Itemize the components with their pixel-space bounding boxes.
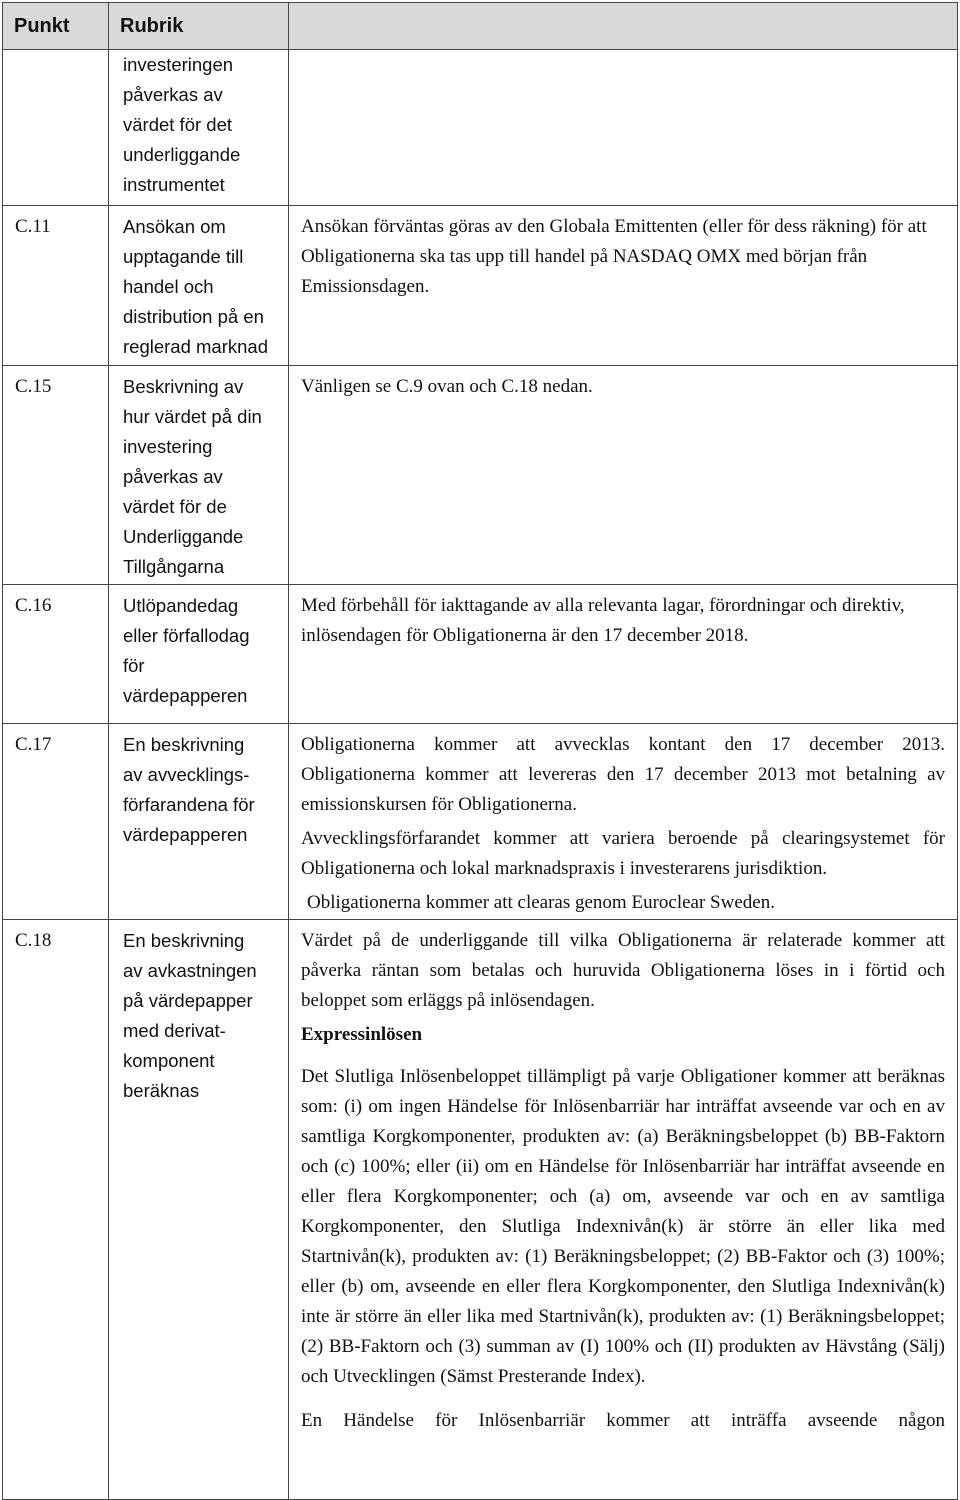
- rubrik-line: med derivat-: [123, 1020, 226, 1041]
- rubrik-line: Underliggande: [123, 526, 244, 547]
- table-row-c11: [3, 206, 958, 366]
- table-row-c18: [3, 920, 958, 1500]
- table-row-c15: [3, 366, 958, 585]
- rubrik-line: En beskrivning: [123, 734, 245, 755]
- rubrik-line: Ansökan om: [123, 216, 226, 237]
- rubrik-line: handel och: [123, 276, 214, 297]
- rubrik-line: av avvecklings-: [123, 764, 250, 785]
- punkt-cell: C.15: [3, 366, 109, 585]
- rubrik-cell: [109, 724, 289, 920]
- table-header-row: [3, 3, 958, 50]
- table-row-continuation: [3, 50, 958, 206]
- paragraph: Ansökan förväntas göras av den Globala Emittenten (eller för dess räkning) för att Obligationerna ska tas upp till handel på NASDAQ OMX med början från Emissionsdagen.: [301, 216, 927, 297]
- text-cell: [289, 724, 958, 920]
- rubrik-line: reglerad marknad: [123, 336, 268, 357]
- rubrik-line: upptagande till: [123, 246, 244, 267]
- rubrik-line: komponent: [123, 1050, 215, 1071]
- text-cell: [289, 50, 958, 206]
- table-row-c16: [3, 585, 958, 724]
- rubrik-line: av avkastningen: [123, 960, 257, 981]
- text-cell: [289, 585, 958, 724]
- rubrik-cell: [109, 920, 289, 1500]
- punkt-cell: [3, 50, 109, 206]
- paragraph: Obligationerna kommer att avvecklas kontant den 17 december 2013. Obligationerna kommer att levereras den 17 december 2013 mot betalning av emissionskursen för Obligationerna.: [301, 734, 945, 815]
- text-cell: [289, 366, 958, 585]
- text-cell: [289, 920, 958, 1500]
- section-heading: Expressinlösen: [301, 1024, 423, 1045]
- paragraph: Vänligen se C.9 ovan och C.18 nedan.: [301, 376, 593, 397]
- punkt-cell: C.11: [3, 206, 109, 366]
- paragraph: En Händelse för Inlösenbarriär kommer att inträffa avseende någon: [301, 1410, 945, 1431]
- rubrik-line: på värdepapper: [123, 990, 253, 1011]
- rubrik-line: instrumentet: [123, 174, 225, 195]
- table-row-c17: [3, 724, 958, 920]
- rubrik-cell: [109, 206, 289, 366]
- rubrik-line: beräknas: [123, 1080, 200, 1101]
- paragraph: Det Slutliga Inlösenbeloppet tillämpligt på varje Obligationer kommer att beräknas som: (i) om ingen Händelse för Inlösenbarriär har inträffat avseende var och en av samtliga Korgkomponenter, produkten av: (a) Beräkningsbeloppet (b) BB-Faktorn och (c) 100%; eller (ii) om en Händelse för Inlösenbarriär har inträffat avseende en eller flera Korgkomponenter; och (a) om, avseende var och en av samtliga Korgkomponenter, den Slutliga Indexnivån(k) är större än eller lika med Startnivån(k), produkten av: (1) Beräkningsbeloppet; (2) BB-Faktor och (3) 100%; eller (b) om, avseende en eller flera Korgkomponenter, den Slutliga Indexnivån(k) inte är större än eller lika med Startnivån(k), produkten av: (1) Beräkningsbeloppet; (2) BB-Faktorn och (3) summan av (I) 100% och (II) produkten av Hävstång (Sälj) och Utvecklingen (Sämst Presterande Index).: [301, 1066, 945, 1387]
- rubrik-cell: [109, 366, 289, 585]
- paragraph: Med förbehåll för iakttagande av alla relevanta lagar, förordningar och direktiv, inlösendagen för Obligationerna är den 17 december 2018.: [301, 595, 905, 646]
- punkt-cell: C.18: [3, 920, 109, 1500]
- rubrik-line: underliggande: [123, 144, 241, 165]
- summary-table: [2, 2, 958, 1500]
- rubrik-cell: [109, 585, 289, 724]
- rubrik-line: värdepapperen: [123, 824, 248, 845]
- rubrik-line: värdet för de: [123, 496, 227, 517]
- text-cell: [289, 206, 958, 366]
- rubrik-line: påverkas av: [123, 84, 223, 105]
- rubrik-line: investeringen: [123, 54, 234, 75]
- rubrik-line: värdet för det: [123, 114, 233, 135]
- rubrik-line: påverkas av: [123, 466, 223, 487]
- header-punkt: Punkt: [3, 3, 109, 50]
- header-rubrik: Rubrik: [109, 3, 289, 50]
- rubrik-line: eller förfallodag: [123, 625, 250, 646]
- rubrik-line: En beskrivning: [123, 930, 245, 951]
- rubrik-line: investering: [123, 436, 213, 457]
- rubrik-line: Tillgångarna: [123, 556, 225, 577]
- punkt-cell: C.16: [3, 585, 109, 724]
- punkt-cell: C.17: [3, 724, 109, 920]
- document-page: [2, 2, 957, 1492]
- rubrik-line: värdepapperen: [123, 685, 248, 706]
- rubrik-line: Beskrivning av: [123, 376, 244, 397]
- paragraph: Avvecklingsförfarandet kommer att variera beroende på clearingsystemet för Obligationerna och lokal marknadspraxis i investerarens jurisdiktion.: [301, 828, 945, 879]
- paragraph: Obligationerna kommer att clearas genom Euroclear Sweden.: [307, 892, 775, 913]
- rubrik-cell: [109, 50, 289, 206]
- rubrik-line: Utlöpandedag: [123, 595, 239, 616]
- rubrik-line: förfarandena för: [123, 794, 255, 815]
- rubrik-line: för: [123, 655, 145, 676]
- paragraph: Värdet på de underliggande till vilka Obligationerna är relaterade kommer att påverka räntan som betalas och huruvida Obligationerna löses in i förtid och beloppet som erläggs på inlösendagen.: [301, 930, 945, 1011]
- rubrik-line: distribution på en: [123, 306, 264, 327]
- header-text: [289, 3, 958, 50]
- rubrik-line: hur värdet på din: [123, 406, 262, 427]
